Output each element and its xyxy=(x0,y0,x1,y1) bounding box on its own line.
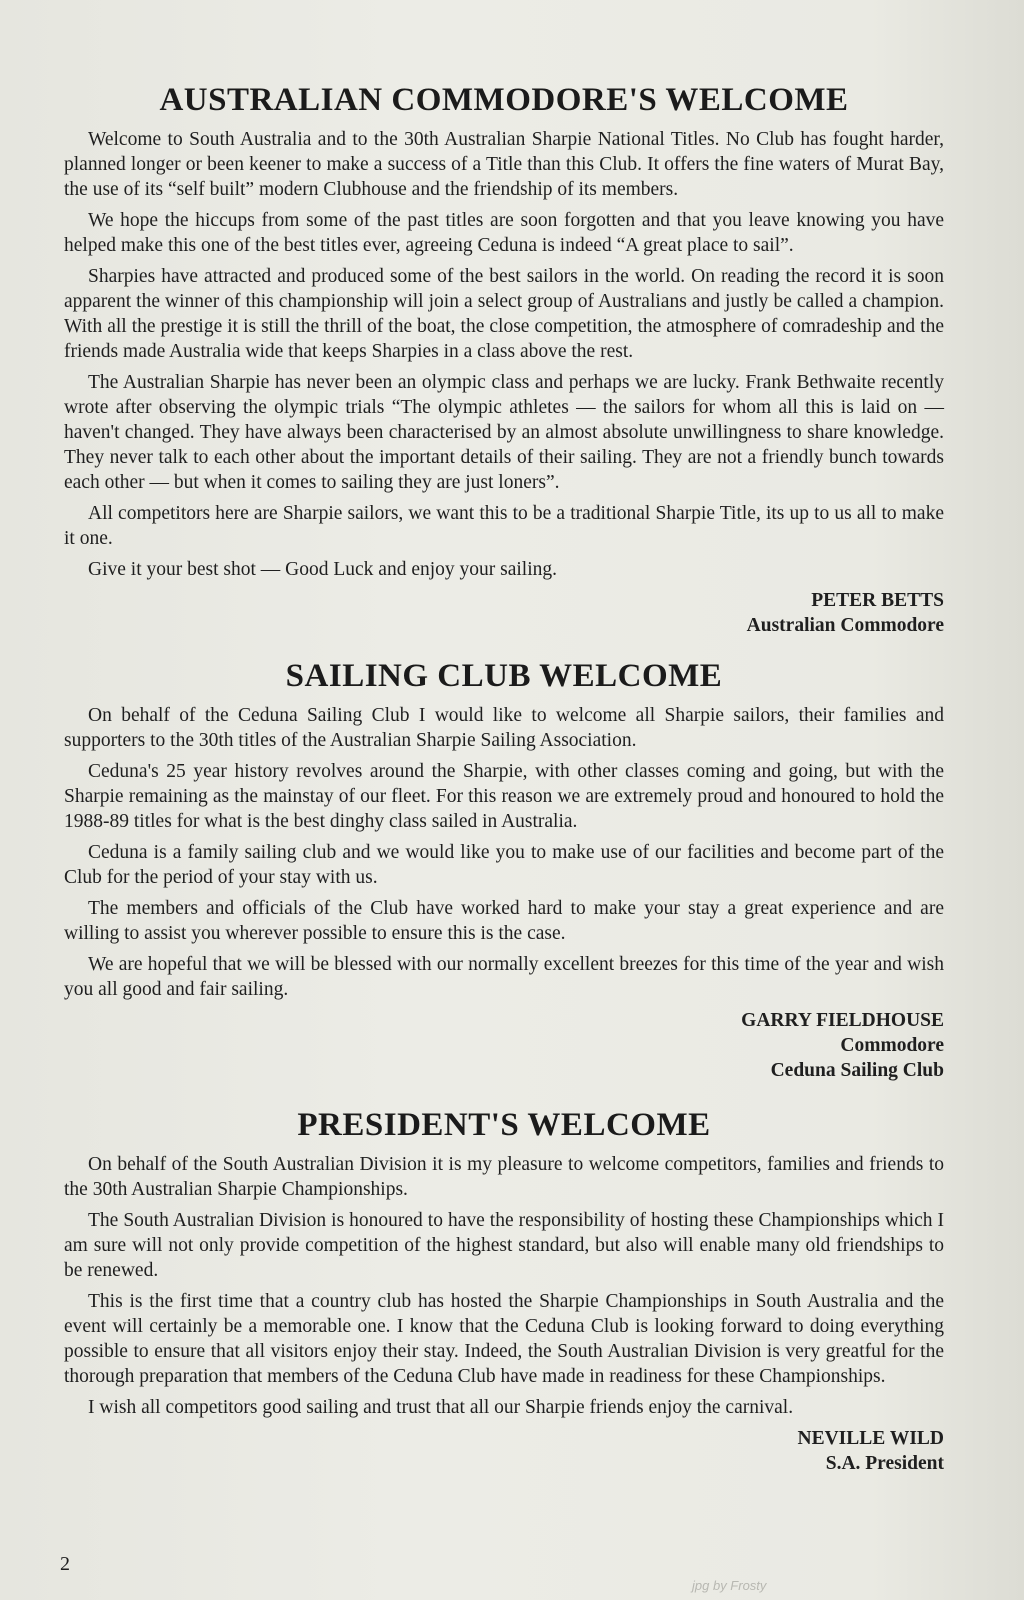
paragraph: The South Australian Division is honoured to have the responsibility of hosting these Championships which I am sure will not only provide competition of the highest standard, but also will enable many old friendships to be renewed. xyxy=(64,1210,944,1281)
paragraph: Give it your best shot — Good Luck and enjoy your sailing. xyxy=(88,559,558,580)
paragraph: The members and officials of the Club have worked hard to make your stay a great experience and are willing to assist you wherever possible to ensure this is the case. xyxy=(64,898,944,944)
signature-title: S.A. President xyxy=(825,1453,944,1474)
paragraph: We are hopeful that we will be blessed with our normally excellent breezes for this time of the year and wish you all good and fair sailing. xyxy=(64,954,944,1000)
section-commodore-welcome xyxy=(64,82,944,638)
paragraph: This is the first time that a country club has hosted the Sharpie Championships in South Australia and the event will certainly be a memorable one. I know that the Ceduna Club is looking forward to doing everything possible to ensure that all visitors enjoy their stay. Indeed, the South Australian Division is very greatful for the thorough preparation that members of the Ceduna Club have made in readiness for these Championships. xyxy=(64,1291,944,1387)
signature xyxy=(64,1008,944,1083)
section-title: PRESIDENT'S WELCOME xyxy=(297,1107,711,1143)
page-number: 2 xyxy=(60,1553,70,1575)
signature-title: Australian Commodore xyxy=(746,615,944,636)
watermark: jpg by Frosty xyxy=(692,1578,767,1593)
paragraph: Ceduna's 25 year history revolves around the Sharpie, with other classes coming and going, but with the Sharpie remaining as the mainstay of our fleet. For this reason we are extremely proud and honoured to hold the 1988-89 titles for what is the best dinghy class sailed in Australia. xyxy=(64,761,944,832)
signature xyxy=(64,588,944,638)
paragraph: Welcome to South Australia and to the 30th Australian Sharpie National Titles. No Club has fought harder, planned longer or been keener to make a success of a Title than this Club. It offers the fine waters of Murat Bay, the use of its “self built” modern Clubhouse and the friendship of its members. xyxy=(64,129,944,200)
paragraph: The Australian Sharpie has never been an olympic class and perhaps we are lucky. Frank Bethwaite recently wrote after observing the olympic trials “The olympic athletes — the sailors for whom all this is laid on — haven't changed. They have always been characterised by an almost absolute unwillingness to share knowledge. They never talk to each other about the important details of their sailing. They are not a friendly bunch towards each other — but when it comes to sailing they are just loners”. xyxy=(64,372,944,493)
paragraph: All competitors here are Sharpie sailors, we want this to be a traditional Sharpie Title, its up to us all to make it one. xyxy=(64,503,944,549)
section-title: SAILING CLUB WELCOME xyxy=(285,658,723,694)
paragraph: On behalf of the Ceduna Sailing Club I would like to welcome all Sharpie sailors, their families and supporters to the 30th titles of the Australian Sharpie Sailing Association. xyxy=(64,705,944,751)
signature-name: PETER BETTS xyxy=(811,590,944,611)
signature-title: Commodore xyxy=(840,1035,944,1056)
paragraph: On behalf of the South Australian Division it is my pleasure to welcome competitors, families and friends to the 30th Australian Sharpie Championships. xyxy=(64,1154,944,1200)
paragraph: Sharpies have attracted and produced some of the best sailors in the world. On reading the record it is soon apparent the winner of this championship will join a select group of Australians and justly be called a champion. With all the prestige it is still the thrill of the boat, the close competition, the atmosphere of comradeship and the friends made Australia wide that keeps Sharpies in a class above the rest. xyxy=(64,266,944,362)
signature-name: NEVILLE WILD xyxy=(797,1428,944,1449)
section-sailing-club-welcome xyxy=(64,658,944,1083)
section-title: AUSTRALIAN COMMODORE'S WELCOME xyxy=(159,82,849,118)
content xyxy=(64,82,944,1476)
signature-name: GARRY FIELDHOUSE xyxy=(741,1010,944,1031)
paragraph: We hope the hiccups from some of the past titles are soon forgotten and that you leave knowing you have helped make this one of the best titles ever, agreeing Ceduna is indeed “A great place to sail”. xyxy=(64,210,944,256)
section-president-welcome xyxy=(64,1107,944,1476)
signature-org: Ceduna Sailing Club xyxy=(770,1060,944,1081)
paragraph: I wish all competitors good sailing and trust that all our Sharpie friends enjoy the carnival. xyxy=(88,1397,794,1418)
signature xyxy=(64,1426,944,1476)
paragraph: Ceduna is a family sailing club and we would like you to make use of our facilities and become part of the Club for the period of your stay with us. xyxy=(64,842,944,888)
